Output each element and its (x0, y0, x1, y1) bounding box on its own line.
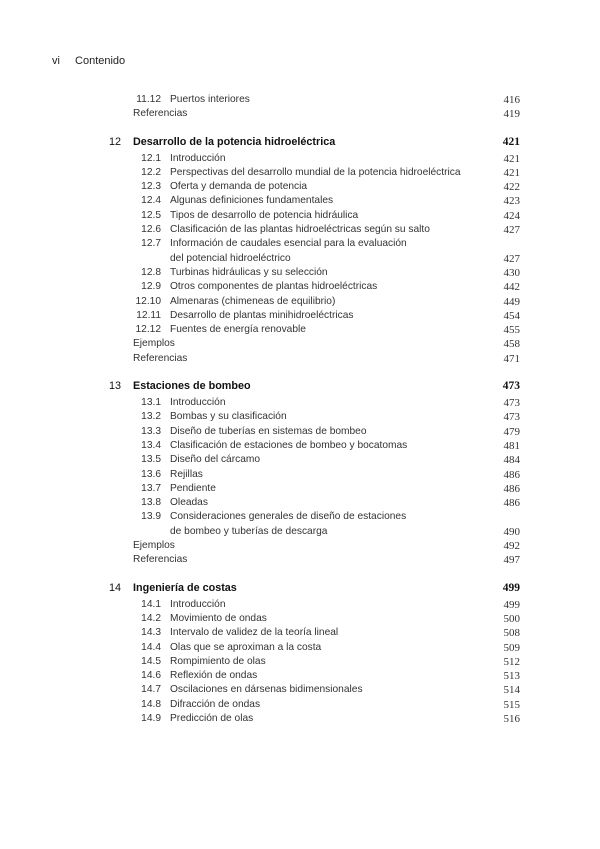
page-number: 486 (503, 497, 520, 510)
entry-title: Introducción (170, 397, 226, 409)
section-number: 14.2 (141, 612, 161, 624)
toc-entry[interactable] (0, 266, 600, 280)
section-number: 14.6 (141, 670, 161, 682)
section-number: 12.8 (141, 266, 161, 278)
page-number: 423 (503, 195, 520, 208)
toc-entry[interactable] (0, 525, 600, 539)
toc-entry[interactable] (0, 482, 600, 496)
entry-title: Perspectivas del desarrollo mundial de la potencia hidroeléctrica (170, 166, 461, 178)
toc-entry[interactable] (0, 669, 600, 683)
chapter-number: 12 (109, 135, 122, 148)
page-number: 479 (503, 425, 520, 438)
chapter-heading[interactable] (0, 378, 600, 394)
entry-title: Fuentes de energía renovable (170, 324, 306, 336)
section-number: 13.7 (141, 482, 161, 494)
toc-entry[interactable] (0, 641, 600, 655)
section-number: 14.9 (141, 712, 161, 724)
toc-entry[interactable] (0, 166, 600, 180)
toc-entry[interactable] (0, 453, 600, 467)
chapter-section (0, 378, 600, 568)
running-title: Contenido (75, 55, 126, 67)
entry-title: Predicción de olas (170, 712, 254, 724)
section-number: 12.7 (141, 238, 161, 250)
page-number: 490 (503, 525, 520, 538)
toc-entry[interactable] (0, 510, 600, 524)
page-number: 422 (503, 181, 520, 194)
chapter-heading[interactable] (0, 134, 600, 150)
section-number: 14.5 (141, 655, 161, 667)
section-number: 13.2 (141, 411, 161, 423)
entry-title: Algunas definiciones fundamentales (170, 195, 334, 207)
toc-entry[interactable] (0, 496, 600, 510)
page-number: 421 (503, 152, 520, 165)
section-number: 14.4 (141, 641, 161, 653)
toc-entry[interactable] (0, 655, 600, 669)
entry-title: Referencias (133, 352, 188, 364)
page-number: 427 (503, 252, 520, 265)
entry-title: Rejillas (170, 468, 203, 480)
section-number: 12.11 (136, 309, 161, 321)
section-number: 11.12 (136, 94, 161, 105)
page-number: vi (52, 55, 60, 67)
entry-title: Bombas y su clasificación (170, 411, 287, 423)
section-number: 14.3 (141, 627, 161, 639)
entry-title: del potencial hidroeléctrico (170, 252, 291, 264)
chapter-title: Estaciones de bombeo (133, 380, 251, 393)
section-number: 14.1 (141, 598, 161, 610)
section-number: 13.6 (141, 468, 161, 480)
page-number: 473 (503, 397, 520, 410)
toc-entry[interactable] (0, 698, 600, 712)
toc-entry[interactable] (0, 107, 600, 121)
toc-entry[interactable] (0, 93, 600, 107)
toc-entry[interactable] (0, 425, 600, 439)
section-number: 12.6 (141, 224, 161, 236)
entry-title: Rompimiento de olas (170, 655, 266, 667)
toc-entry[interactable] (0, 598, 600, 612)
toc-entry[interactable] (0, 439, 600, 453)
page-number: 516 (503, 712, 520, 725)
toc-entry[interactable] (0, 539, 600, 553)
toc-entry[interactable] (0, 626, 600, 640)
entry-title: Clasificación de las plantas hidroeléctricas según su salto (170, 224, 430, 236)
chapter-number: 14 (109, 581, 122, 594)
toc-entry[interactable] (0, 194, 600, 208)
section-number: 13.9 (141, 511, 161, 523)
chapter-page: 473 (502, 380, 520, 393)
toc-entry[interactable] (0, 209, 600, 223)
entry-title: Introducción (170, 152, 226, 164)
chapter-section (0, 134, 600, 366)
toc-entry[interactable] (0, 553, 600, 567)
section-number: 12.12 (135, 324, 161, 336)
page-number: 486 (503, 482, 520, 495)
page-number: 512 (503, 655, 520, 668)
page-number: 427 (503, 224, 520, 237)
section-number: 13.5 (141, 454, 161, 466)
running-head (52, 55, 125, 67)
entry-title: Turbinas hidráulicas y su selección (170, 266, 328, 278)
section-number: 13.4 (141, 439, 161, 451)
section-number: 12.10 (135, 295, 161, 307)
section-number: 13.1 (141, 397, 161, 409)
chapter-heading[interactable] (0, 580, 600, 596)
entry-title: Otros componentes de plantas hidroeléctricas (170, 281, 378, 293)
page-number: 481 (503, 439, 520, 452)
section-number: 14.8 (141, 698, 161, 710)
section-number: 12.3 (141, 181, 161, 193)
section-number: 13.3 (141, 425, 161, 437)
page-number: 442 (503, 281, 520, 294)
chapter-section (0, 580, 600, 727)
toc-entry[interactable] (0, 180, 600, 194)
entry-title: Intervalo de validez de la teoría lineal (170, 627, 339, 639)
entry-title: de bombeo y tuberías de descarga (170, 525, 328, 537)
entry-title: Diseño del cárcamo (170, 454, 261, 466)
page-number: 455 (503, 324, 520, 337)
page-number: 471 (503, 352, 520, 365)
chapter-number: 13 (109, 380, 122, 393)
toc-entry[interactable] (0, 223, 600, 237)
toc-entry[interactable] (0, 352, 600, 366)
section-number: 12.9 (141, 281, 161, 293)
entry-title: Tipos de desarrollo de potencia hidráulica (170, 209, 359, 221)
entry-title: Movimiento de ondas (170, 612, 267, 624)
page-number: 514 (503, 684, 520, 697)
toc-entry[interactable] (0, 712, 600, 726)
page-number: 454 (503, 309, 520, 322)
page-number: 486 (503, 468, 520, 481)
section-number: 12.1 (141, 152, 161, 164)
toc-entry[interactable] (0, 410, 600, 424)
entry-title: Introducción (170, 598, 226, 610)
entry-title: Oferta y demanda de potencia (170, 181, 308, 193)
entry-title: Reflexión de ondas (170, 670, 258, 682)
chapter-title: Ingeniería de costas (133, 581, 237, 594)
page-number: 513 (503, 670, 520, 683)
section-number: 12.5 (141, 209, 161, 221)
page-number: 419 (503, 108, 520, 121)
entry-title: Almenaras (chimeneas de equilibrio) (170, 295, 336, 307)
entry-title: Difracción de ondas (170, 698, 261, 710)
toc-entry[interactable] (0, 252, 600, 266)
page-number: 421 (503, 166, 520, 179)
chapter-title: Desarrollo de la potencia hidroeléctrica (133, 135, 336, 148)
page-number: 509 (503, 641, 520, 654)
entry-title: Diseño de tuberías en sistemas de bombeo (170, 425, 367, 437)
entry-title: Oscilaciones en dársenas bidimensionales (170, 684, 363, 696)
toc-entry[interactable] (0, 683, 600, 697)
entry-title: Puertos interiores (170, 94, 250, 105)
entry-title: Oleadas (170, 497, 208, 509)
toc-entry[interactable] (0, 152, 600, 166)
section-number: 12.4 (141, 195, 161, 207)
entry-title: Consideraciones generales de diseño de estaciones (170, 511, 407, 523)
chapter-page: 421 (502, 135, 520, 148)
entry-title: Ejemplos (133, 338, 175, 350)
toc-entry[interactable] (0, 337, 600, 351)
page-number: 458 (503, 338, 520, 351)
page-number: 484 (503, 454, 520, 467)
page-number: 424 (503, 209, 520, 222)
entry-title: Referencias (133, 554, 188, 566)
section-number: 14.7 (141, 684, 161, 696)
page-number: 500 (503, 612, 520, 625)
entry-title: Pendiente (170, 482, 216, 494)
entry-title: Olas que se aproximan a la costa (170, 641, 322, 653)
entry-title: Desarrollo de plantas minihidroeléctricas (170, 309, 354, 321)
page-number: 473 (503, 411, 520, 424)
section-number: 13.8 (141, 497, 161, 509)
lead-section (0, 93, 600, 122)
entry-title: Ejemplos (133, 540, 175, 552)
chapter-page: 499 (502, 581, 520, 594)
page-number: 497 (503, 554, 520, 567)
section-number: 12.2 (141, 166, 161, 178)
table-of-contents (0, 93, 600, 738)
toc-entry[interactable] (0, 612, 600, 626)
entry-title: Información de caudales esencial para la evaluación (170, 238, 407, 250)
toc-entry[interactable] (0, 295, 600, 309)
page-number: 515 (503, 698, 520, 711)
page-number: 449 (503, 295, 520, 308)
toc-entry[interactable] (0, 468, 600, 482)
toc-entry[interactable] (0, 280, 600, 294)
page-number: 508 (503, 627, 520, 640)
page-number: 416 (503, 94, 520, 106)
page-number: 430 (503, 266, 520, 279)
toc-entry[interactable] (0, 309, 600, 323)
entry-title: Clasificación de estaciones de bombeo y bocatomas (170, 439, 408, 451)
page-number: 492 (503, 540, 520, 553)
entry-title: Referencias (133, 108, 188, 120)
toc-entry[interactable] (0, 323, 600, 337)
toc-entry[interactable] (0, 396, 600, 410)
page-number: 499 (503, 598, 520, 611)
toc-entry[interactable] (0, 237, 600, 251)
